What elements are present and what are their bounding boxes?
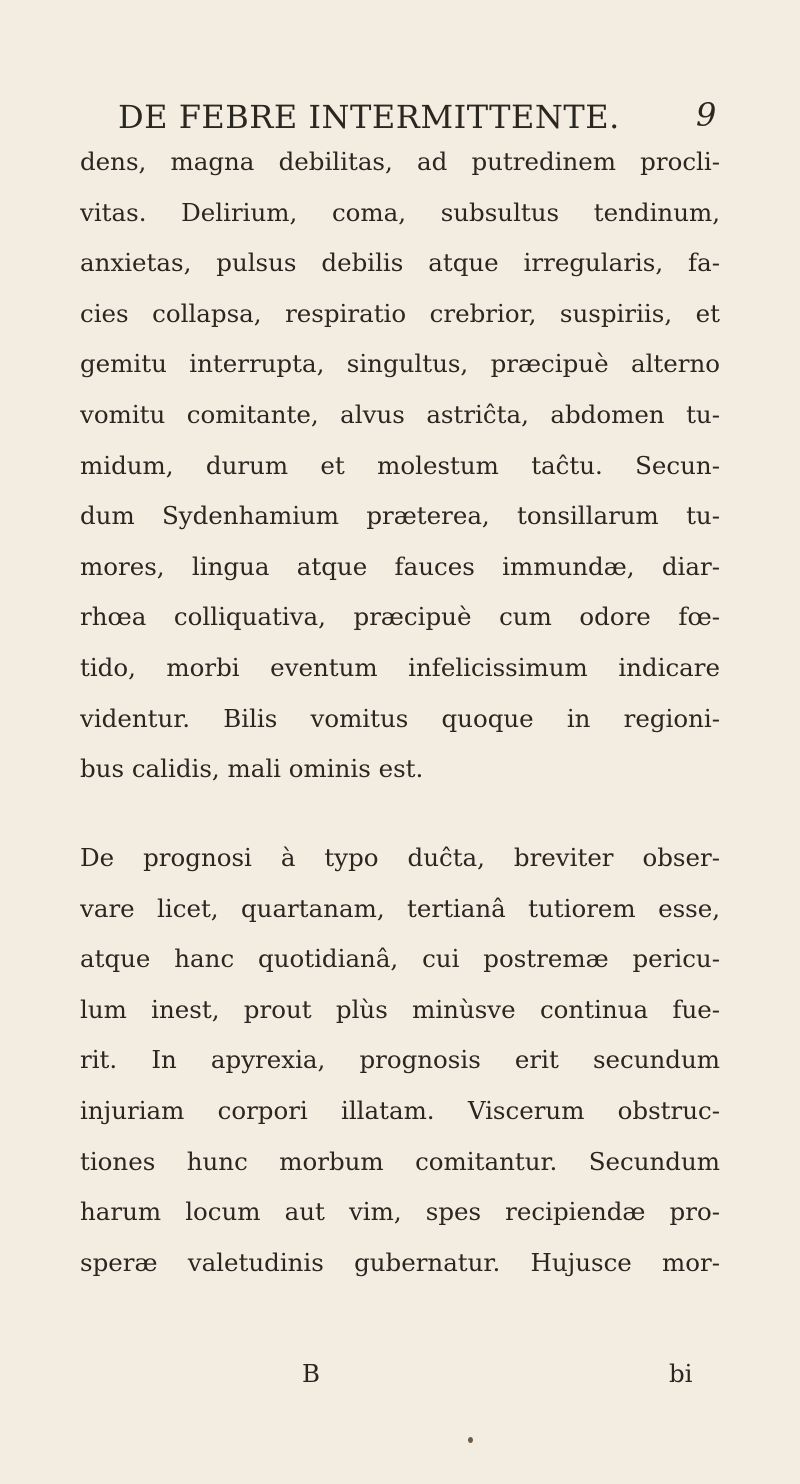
text-line: speræ valetudinis gubernatur. Hujusce mor- [80,1247,720,1277]
text-line: rit. In apyrexia, prognosis erit secundum [80,1045,720,1075]
text-line: dum Sydenhamium præterea, tonsillarum tu- [80,501,720,531]
text-line: vitas. Delirium, coma, subsultus tendinum, [80,197,720,227]
text-line: atque hanc quotidianâ, cui postremæ pericu- [80,944,720,974]
text-line: videntur. Bilis vomitus quoque in regioni- [80,703,720,733]
text-line: injuriam corpori illatam. Viscerum obstruc- [80,1095,720,1125]
text-line: tiones hunc morbum comitantur. Secundum [80,1146,720,1176]
catchword: bi [669,1359,693,1388]
text-line: bus calidis, mali ominis est. [80,754,424,784]
text-line: gemitu interrupta, singultus, præcipuè alterno [80,349,720,379]
text-line: vomitu comitante, alvus astriĉta, abdomen tu- [80,399,720,429]
paragraph-2 [80,833,720,1288]
text-line: dens, magna debilitas, ad putredinem procli- [80,147,720,176]
running-title: DE FEBRE INTERMITTENTE. [118,98,620,136]
text-line: harum locum aut vim, spes recipiendæ pro- [80,1197,720,1227]
paragraph-1 [80,137,720,795]
text-line: mores, lingua atque fauces immundæ, diar- [80,551,720,581]
text-line: tido, morbi eventum infelicissimum indicare [80,652,720,682]
text-line: midum, durum et molestum taĉtu. Secun- [80,450,720,480]
text-line: anxietas, pulsus debilis atque irregularis, fa- [80,248,720,278]
ink-speck [468,1437,473,1443]
text-line: De prognosi à typo duĉta, breviter obser- [80,843,720,872]
text-line: vare licet, quartanam, tertianâ tutiorem esse, [80,893,720,923]
text-line: cies collapsa, respiratio crebrior, suspiriis, et [80,298,720,328]
text-line: lum inest, prout plùs minùsve continua fue- [80,994,720,1024]
signature-mark: B [302,1359,321,1388]
text-line: rhœa colliquativa, præcipuè cum odore fœ- [80,602,720,632]
page-number: 9 [696,96,717,134]
